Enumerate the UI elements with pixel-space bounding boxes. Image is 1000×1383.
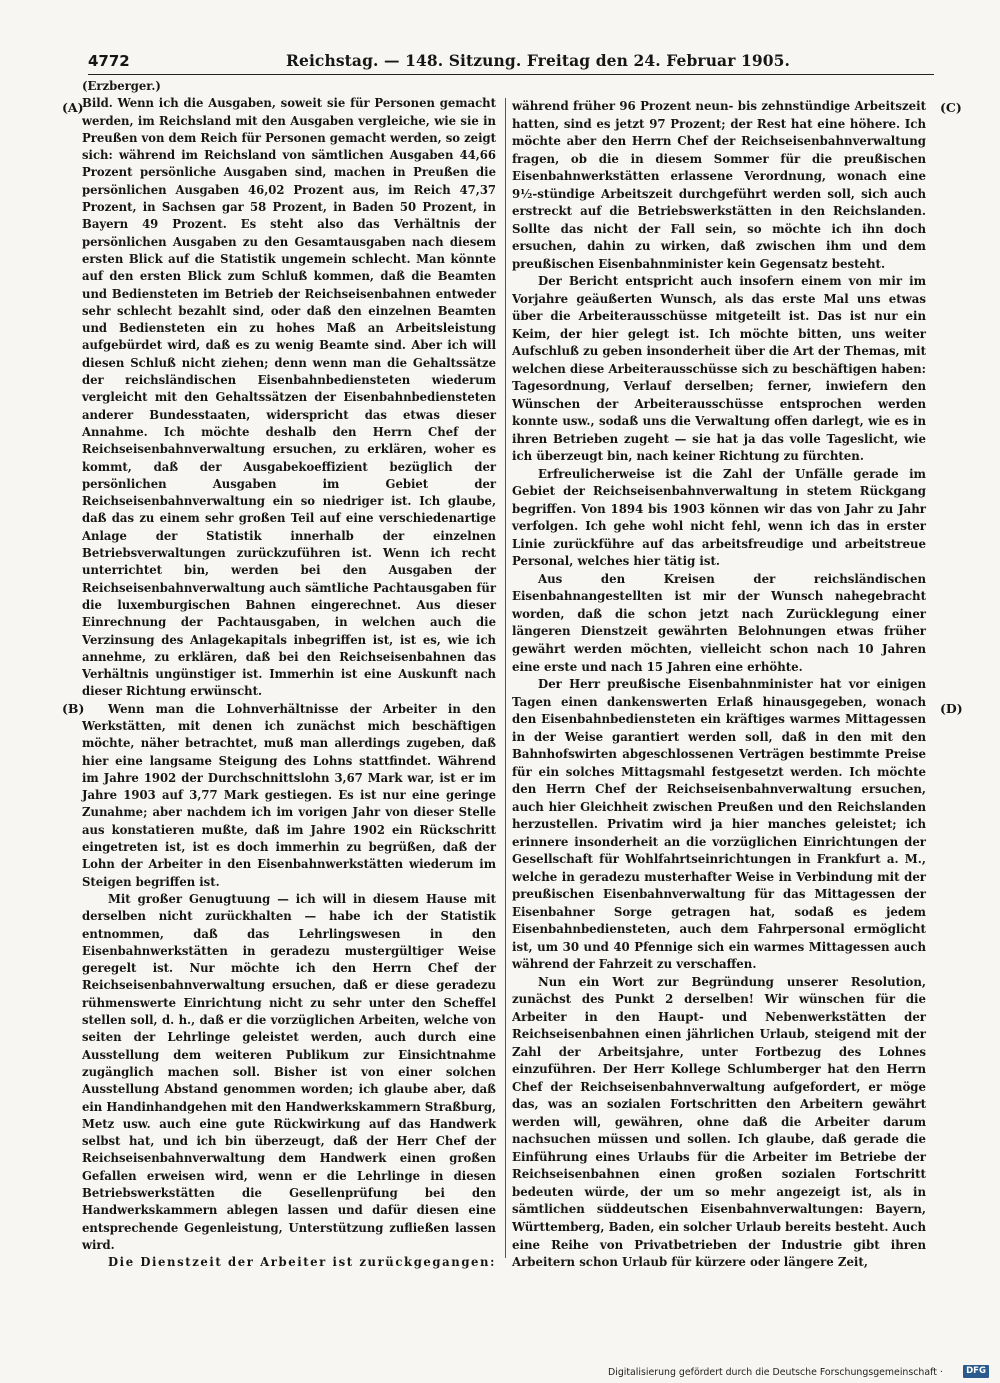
margin-marker-b: (B)	[62, 701, 85, 716]
speaker-label: (Erzberger.)	[82, 79, 161, 93]
paragraph: Aus den Kreisen der reichsländischen Eisenbahnangestellten ist mir der Wunsch nahegebracht worden, daß die schon jetzt nach Zurücklegung einer längeren Dienstzeit gewährten Belohnungen etwas früher gewährt werden möchten, vielleicht schon nach 10 Jahren eine erste und nach 15 Jahren eine erhöhte.	[512, 571, 926, 674]
margin-marker-d: (D)	[940, 701, 963, 716]
margin-marker-a: (A)	[62, 100, 84, 115]
paragraph: Wenn man die Lohnverhältnisse der Arbeiter in den Werkstätten, mit denen ich zunächst mich beschäftigen möchte, näher betrachtet, muß man allerdings zugeben, daß hier eine langsame Steigung des Lohns stattfindet. Während im Jahre 1902 der Durchschnittslohn 3,67 Mark war, ist er im Jahre 1903 auf 3,77 Mark gestiegen. Es ist nur eine geringe Zunahme; aber nachdem ich im vorigen Jahr von dieser Stelle aus konstatieren mußte, daß im Jahre 1902 ein Rückschritt eingetreten ist, ist es doch immerhin zu begrüßen, daß der Lohn der Arbeiter in den Eisenbahnwerkstätten wiederum im Steigen begriffen ist.	[82, 701, 496, 889]
page-number: 4772	[88, 52, 130, 70]
digitization-credit: Digitalisierung gefördert durch die Deutsche Forschungsgemeinschaft ·	[608, 1367, 943, 1378]
dfg-logo: DFG	[963, 1365, 989, 1378]
left-column	[82, 78, 496, 1271]
paragraph: während früher 96 Prozent neun- bis zehnstündige Arbeitszeit hatten, sind es jetzt 97 Prozent; der Rest hat eine höhere. Ich möchte aber den Herrn Chef der Reichseisenbahnverwaltung fragen, ob die in diesem Sommer für die preußischen Eisenbahnwerkstätten erlassene Verordnung, wonach eine 9½-stündige Arbeitszeit durchgeführt werden soll, sich auch erstreckt auf die Betriebswerkstätten in den Reichslanden. Sollte das nicht der Fall sein, so möchte ich ihn doch ersuchen, dahin zu wirken, daß zwischen ihm und dem preußischen Eisenbahnminister kein Gegensatz besteht.	[512, 99, 926, 271]
paragraph: Die Dienstzeit der Arbeiter ist zurückgegangen:	[108, 1255, 496, 1270]
column-divider	[505, 98, 506, 1258]
paragraph: Erfreulicherweise ist die Zahl der Unfälle gerade im Gebiet der Reichseisenbahnverwaltung in stetem Rückgang begriffen. Von 1894 bis 1903 können wir das von Jahr zu Jahr verfolgen. Ich gehe wohl nicht fehl, wenn ich das in erster Linie zurückführe auf das arbeitsfreudige und arbeitstreue Personal, welches hier tätig ist.	[512, 466, 926, 569]
paragraph: Bild. Wenn ich die Ausgaben, soweit sie für Personen gemacht werden, im Reichsland mit den Ausgaben vergleiche, wie sie in Preußen von dem Reich für Personen gemacht werden, so zeigt sich: während im Reichsland von sämtlichen Ausgaben 44,66 Prozent persönliche Ausgaben sind, machen in Preußen die persönlichen Ausgaben 46,02 Prozent aus, im Reich 47,37 Prozent, in Sachsen gar 58 Prozent, in Baden 50 Prozent, in Bayern 49 Prozent. Es steht also das Verhältnis der persönlichen Ausgaben zu den Gesamtausgaben nach diesem ersten Blick auf die Statistik ungemein schlecht. Man könnte auf den ersten Blick zum Schluß kommen, daß die Beamten und Bediensteten im Betrieb der Reichseisenbahnen entweder sehr schlecht bezahlt sind, oder daß den einzelnen Beamten und Bediensteten ein zu hohes Maß an Arbeitsleistung aufgebürdet wird, daß es zu wenig Beamte sind. Aber ich will diesen Schluß nicht ziehen; denn wenn man die Gehaltssätze der reichsländischen Eisenbahnbediensteten wiederum vergleicht mit den Gehaltssätzen der Eisenbahnbediensteten anderer Bundesstaaten, widerspricht das etwas dieser Annahme. Ich möchte deshalb den Herrn Chef der Reichseisenbahnverwaltung ersuchen, zu erklären, woher es kommt, daß der Ausgabekoeffizient bezüglich der persönlichen Ausgaben im Gebiet der Reichseisenbahnverwaltung ein so niedriger ist. Ich glaube, daß das zu einem sehr großen Teil auf eine verschiedenartige Anlage der Statistik innerhalb der einzelnen Betriebsverwaltungen zurückzuführen ist. Wenn ich recht unterrichtet bin, werden bei den Ausgaben der Reichseisenbahnverwaltung auch sämtliche Pachtausgaben für die luxemburgischen Bahnen eingerechnet. Aus dieser Einrechnung der Pachtausgaben, in welchen auch die Verzinsung des Anlagekapitals inbegriffen ist, ist es, wie ich annehme, zu erklären, daß bei den Reichseisenbahnen das Verhältnis ungünstiger ist. Immerhin ist eine Auskunft nach dieser Richtung erwünscht.	[82, 96, 496, 699]
paragraph: Der Herr preußische Eisenbahnminister hat vor einigen Tagen einen dankenswerten Erlaß hinausgegeben, wonach den Eisenbahnbediensteten ein kräftiges warmes Mittagessen in der Weise garantiert werden soll, daß in den mit den Bahnhofswirten abgeschlossenen Verträgen bestimmte Preise für ein solches Mittagsmahl festgesetzt werden. Ich möchte den Herrn Chef der Reichseisenbahnverwaltung ersuchen, auch hier Gleichheit zwischen Preußen und den Reichslanden herzustellen. Privatim wird ja hier manches geleistet; ich erinnere insonderheit an die vorzüglichen Einrichtungen der Gesellschaft für Wohlfahrtseinrichtungen in Frankfurt a. M., welche in geradezu musterhafter Weise in Verbindung mit der preußischen Eisenbahnverwaltung für das Mittagessen der Eisenbahner Sorge getragen hat, sodaß es jedem Eisenbahnbediensteten, auch dem Fahrpersonal ermöglicht ist, um 30 und 40 Pfennige sich ein warmes Mittagessen auch während der Fahrzeit zu verschaffen.	[512, 677, 926, 972]
margin-marker-c: (C)	[940, 100, 962, 115]
paragraph: Der Bericht entspricht auch insofern einem von mir im Vorjahre geäußerten Wunsch, als das erste Mal uns etwas über die Arbeiterausschüsse mitgeteilt ist. Das ist nur ein Keim, der hier gelegt ist. Ich möchte bitten, uns weiter Aufschluß zu geben insonderheit über die Art der Themas, mit welchen diese Arbeiterausschüsse sich zu beschäftigen haben: Tagesordnung, Verlauf derselben; ferner, inwiefern den Wünschen der Arbeiterausschüsse entsprochen werden konnte usw., sodaß uns die Verwaltung offen darlegt, wie es in ihren Betrieben zugeht — sie hat ja das volle Tageslicht, wie ich überzeugt bin, nach keiner Richtung zu fürchten.	[512, 274, 926, 464]
right-column	[512, 98, 926, 1272]
paragraph: Mit großer Genugtuung — ich will in diesem Hause mit derselben nicht zurückhalten — habe ich der Statistik entnommen, daß das Lehrlingswesen in den Eisenbahnwerkstätten in geradezu mustergültiger Weise geregelt ist. Nur möchte ich den Herrn Chef der Reichseisenbahnverwaltung ersuchen, daß er diese geradezu rühmenswerte Einrichtung nicht zu sehr unter den Scheffel stellen soll, d. h., daß er die vorzüglichen Arbeiten, welche von seiten der Lehrlinge geleistet werden, auch durch eine Ausstellung dem weiteren Publikum zur Einsichtnahme zugänglich machen soll. Bisher ist von einer solchen Ausstellung Abstand genommen worden; ich glaube aber, daß ein Handinhandgehen mit den Handwerkskammern Straßburg, Metz usw. auch eine gute Rückwirkung auf das Handwerk selbst hat, und ich bin überzeugt, daß der Herr Chef der Reichseisenbahnverwaltung dem Handwerk einen großen Gefallen erweisen wird, wenn er die Lehrlinge in diesen Betriebswerkstätten die Gesellenprüfung bei den Handwerkskammern ablegen lassen und dafür diesen eine entsprechende Gegenleistung, Unterstützung zufließen lassen wird.	[82, 891, 496, 1252]
page-header	[88, 50, 934, 72]
paragraph: Nun ein Wort zur Begründung unserer Resolution, zunächst des Punkt 2 derselben! Wir wünschen für die Arbeiter in den Haupt- und Nebenwerkstätten der Reichseisenbahnen einen jährlichen Urlaub, steigend mit der Zahl der Arbeitsjahre, unter Fortbezug des Lohnes einzuführen. Der Herr Kollege Schlumberger hat den Herrn Chef der Reichseisenbahnverwaltung aufgefordert, er möge das, was an sozialen Fortschritten den Arbeitern gewährt werden will, gewähren, ohne daß die Arbeiter darum nachsuchen müssen und sollen. Ich glaube, daß gerade die Einführung eines Urlaubs für die Arbeiter im Betriebe der Reichseisenbahnen einen großen sozialen Fortschritt bedeuten würde, der um so mehr angezeigt ist, als in sämtlichen süddeutschen Eisenbahnverwaltungen: Bayern, Württemberg, Baden, ein solcher Urlaub bereits besteht. Auch eine Reihe von Privatbetrieben der Industrie gibt ihren Arbeitern schon Urlaub für kürzere oder längere Zeit,	[512, 974, 926, 1270]
header-rule	[88, 74, 934, 75]
header-title: Reichstag. — 148. Sitzung. Freitag den 24. Februar 1905.	[286, 51, 790, 70]
